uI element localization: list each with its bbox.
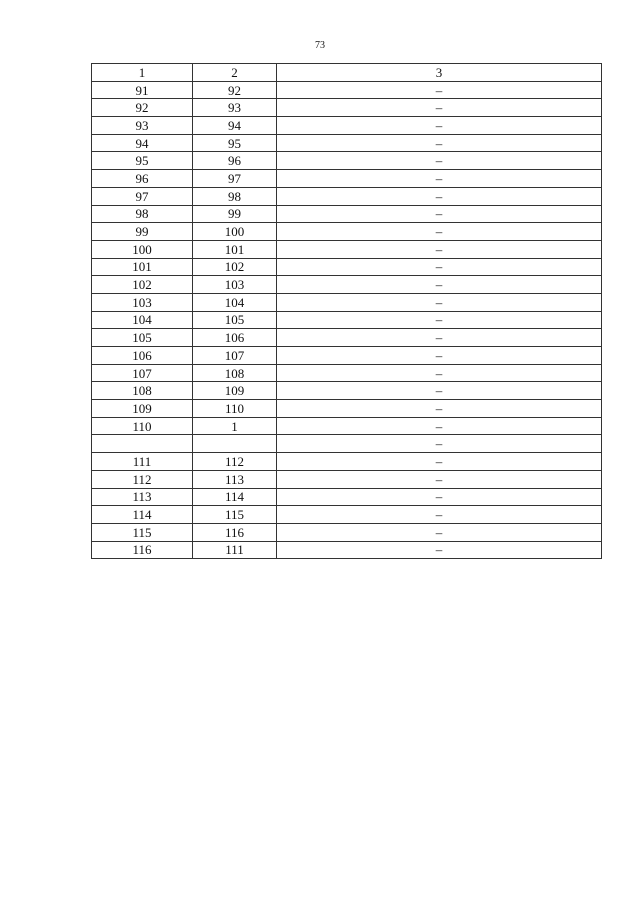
table-cell: – [277,134,602,152]
table-cell: – [277,99,602,117]
table-cell: 107 [92,364,193,382]
table-cell: 92 [193,81,277,99]
table-row [92,435,602,453]
table-cell: 113 [92,488,193,506]
table-cell: 96 [92,170,193,188]
table-cell: 112 [92,470,193,488]
column-header-1: 1 [92,64,193,82]
table-row [92,240,602,258]
table-cell: – [277,293,602,311]
table-cell: 105 [92,329,193,347]
table-cell: 109 [92,400,193,418]
table-row [92,488,602,506]
table-cell: – [277,311,602,329]
table-cell: – [277,523,602,541]
table-cell: 110 [193,400,277,418]
table-cell: 108 [193,364,277,382]
table-row [92,293,602,311]
table-cell [193,435,277,453]
table-row [92,311,602,329]
data-table [91,63,602,559]
table-body [92,81,602,559]
table-cell: 91 [92,81,193,99]
table-cell: – [277,382,602,400]
table-cell: 93 [92,117,193,135]
table-cell: 103 [92,293,193,311]
table-cell: 100 [92,240,193,258]
table-row [92,117,602,135]
table-cell: 101 [193,240,277,258]
table-cell: – [277,453,602,471]
table-row [92,506,602,524]
table-row [92,417,602,435]
table-row [92,223,602,241]
table-cell: 97 [193,170,277,188]
table-cell: – [277,240,602,258]
table-cell: 111 [92,453,193,471]
table-cell: 101 [92,258,193,276]
table-cell: – [277,506,602,524]
table-cell: 105 [193,311,277,329]
table-cell: – [277,276,602,294]
table-cell: 94 [92,134,193,152]
table-row [92,382,602,400]
table-cell: – [277,329,602,347]
table-cell: 111 [193,541,277,559]
table-cell: 115 [92,523,193,541]
table-cell: – [277,81,602,99]
table-row [92,276,602,294]
table-row [92,170,602,188]
table-cell: – [277,170,602,188]
table-cell: 115 [193,506,277,524]
table-row [92,205,602,223]
table-cell: – [277,417,602,435]
table-cell: – [277,258,602,276]
table-cell: – [277,400,602,418]
table-cell: 104 [92,311,193,329]
table-row [92,470,602,488]
table-cell: 97 [92,187,193,205]
table-row [92,523,602,541]
table-cell: 109 [193,382,277,400]
table-row [92,258,602,276]
table-cell: 103 [193,276,277,294]
table-cell: 100 [193,223,277,241]
table-cell: 112 [193,453,277,471]
table-cell: 108 [92,382,193,400]
table-cell: 98 [92,205,193,223]
table-row [92,187,602,205]
table-cell: 1 [193,417,277,435]
table-cell: 116 [193,523,277,541]
table-cell: – [277,364,602,382]
table-cell: 114 [92,506,193,524]
table-row [92,347,602,365]
column-header-2: 2 [193,64,277,82]
table-cell: 102 [92,276,193,294]
table-cell: – [277,223,602,241]
table-row [92,134,602,152]
table-cell: 106 [92,347,193,365]
table-cell: 114 [193,488,277,506]
table-cell [92,435,193,453]
table-row [92,453,602,471]
table-cell: – [277,470,602,488]
table-cell: – [277,488,602,506]
table-cell: 116 [92,541,193,559]
table-cell: 110 [92,417,193,435]
table-cell: – [277,187,602,205]
table-cell: 96 [193,152,277,170]
table-cell: 93 [193,99,277,117]
table-cell: 92 [92,99,193,117]
table-row [92,329,602,347]
table-row [92,152,602,170]
table-row [92,364,602,382]
table-row [92,400,602,418]
table-cell: 113 [193,470,277,488]
table-row [92,541,602,559]
table-cell: 99 [193,205,277,223]
table-cell: – [277,152,602,170]
table-cell: 106 [193,329,277,347]
table-cell: 104 [193,293,277,311]
table-cell: – [277,205,602,223]
table-cell: 99 [92,223,193,241]
column-header-3: 3 [277,64,602,82]
page-number: 73 [315,40,325,51]
table-row [92,81,602,99]
table-cell: – [277,541,602,559]
table-cell: 95 [193,134,277,152]
table-cell: 107 [193,347,277,365]
table-cell: – [277,435,602,453]
table-cell: 95 [92,152,193,170]
table-cell: – [277,117,602,135]
table-cell: 98 [193,187,277,205]
table-cell: 94 [193,117,277,135]
table-row [92,99,602,117]
table-cell: – [277,347,602,365]
table-cell: 102 [193,258,277,276]
header-row [92,64,602,82]
